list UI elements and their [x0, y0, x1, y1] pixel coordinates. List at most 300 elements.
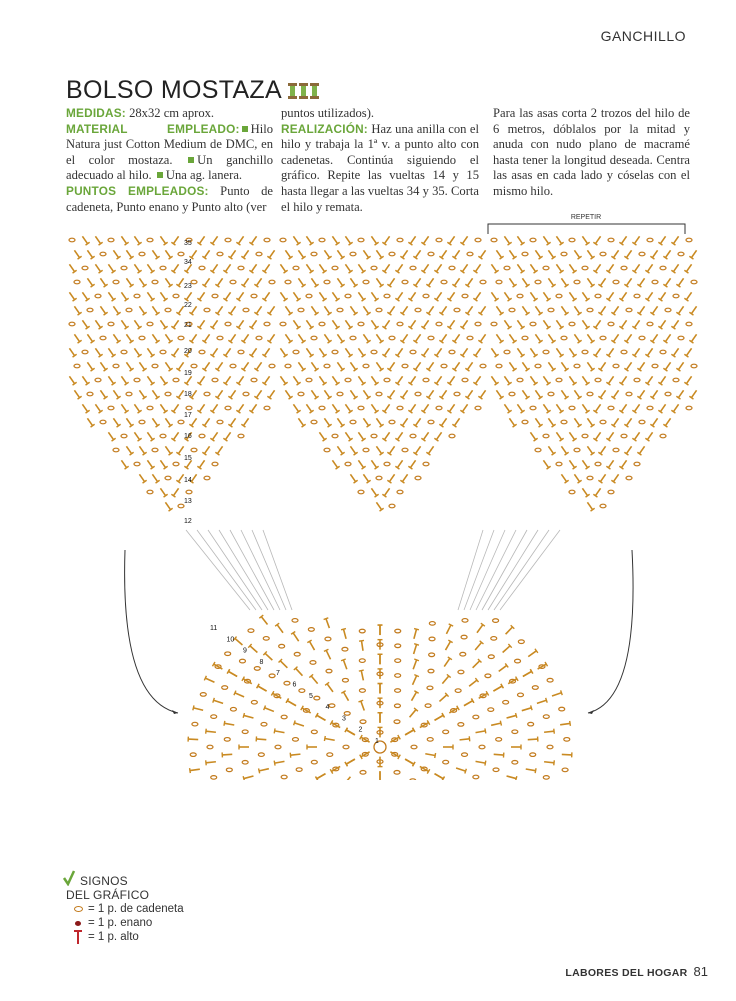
double-crochet-mark	[561, 446, 566, 453]
chain-stitch-mark	[134, 378, 140, 382]
chain-stitch-mark	[496, 280, 502, 284]
double-crochet-mark	[371, 460, 376, 467]
double-crochet-mark	[319, 348, 324, 355]
double-crochet-mark	[414, 644, 417, 654]
chain-stitch-mark	[165, 476, 171, 480]
chain-stitch-mark	[436, 406, 442, 410]
chain-stitch-mark	[371, 266, 377, 270]
double-crochet-mark	[243, 418, 248, 425]
chain-stitch-mark	[462, 378, 468, 382]
chain-stitch-mark	[319, 238, 325, 242]
chain-stitch-mark	[522, 252, 528, 256]
double-crochet-mark	[238, 404, 243, 411]
double-crochet-mark	[389, 362, 394, 369]
chain-stitch-mark	[191, 364, 197, 368]
double-crochet-mark	[410, 236, 415, 243]
row-number-label: 14	[184, 477, 192, 484]
double-crochet-mark	[350, 446, 355, 453]
double-crochet-mark	[296, 668, 303, 675]
double-crochet-mark	[225, 432, 230, 439]
double-crochet-mark	[569, 264, 574, 271]
double-crochet-mark	[317, 774, 326, 779]
chain-stitch-mark	[371, 350, 377, 354]
double-crochet-mark	[517, 264, 522, 271]
double-crochet-mark	[469, 736, 470, 741]
chain-stitch-mark	[275, 745, 281, 749]
row-number-label: 9	[243, 647, 247, 655]
double-crochet-mark	[152, 474, 157, 481]
double-crochet-mark	[587, 502, 592, 509]
double-crochet-mark	[582, 320, 587, 327]
double-crochet-mark	[217, 362, 222, 369]
double-crochet-mark	[165, 334, 170, 341]
chain-stitch-mark	[518, 640, 524, 644]
double-crochet-mark	[74, 250, 79, 257]
double-crochet-mark	[480, 390, 485, 397]
chain-stitch-mark	[634, 462, 640, 466]
double-crochet-mark	[639, 278, 644, 285]
chain-stitch-mark	[126, 308, 132, 312]
chain-stitch-mark	[296, 768, 302, 772]
double-crochet-mark	[665, 250, 670, 257]
row-number-label: 21	[184, 322, 192, 329]
chain-stitch-mark	[82, 266, 88, 270]
chain-stitch-mark	[242, 760, 248, 764]
chain-stitch-mark	[639, 336, 645, 340]
double-crochet-mark	[345, 320, 350, 327]
double-crochet-mark	[691, 250, 696, 257]
chain-stitch-mark	[475, 238, 481, 242]
chain-stitch-mark	[410, 434, 416, 438]
double-crochet-mark	[108, 348, 113, 355]
chain-stitch-mark	[134, 294, 140, 298]
double-crochet-mark	[139, 446, 144, 453]
chain-stitch-mark	[343, 745, 349, 749]
puntos-continued: puntos utilizados).	[281, 106, 375, 120]
double-crochet-mark	[160, 320, 165, 327]
chain-stitch-mark	[363, 448, 369, 452]
double-crochet-mark	[660, 292, 665, 299]
chain-stitch-mark	[204, 392, 210, 396]
double-crochet-mark	[178, 474, 183, 481]
double-crochet-mark	[491, 292, 496, 299]
chain-stitch-mark	[543, 434, 549, 438]
double-crochet-mark	[504, 236, 509, 243]
double-crochet-mark	[526, 769, 536, 771]
double-crochet-mark	[414, 675, 419, 677]
chain-stitch-mark	[634, 378, 640, 382]
double-crochet-mark	[337, 418, 342, 425]
double-crochet-mark	[561, 278, 566, 285]
double-crochet-mark	[363, 474, 368, 481]
chain-stitch-mark	[298, 392, 304, 396]
chain-stitch-mark	[263, 637, 269, 641]
chain-stitch-mark	[496, 738, 502, 742]
double-crochet-mark	[561, 690, 563, 695]
row-number-label: 20	[184, 348, 192, 355]
chain-stitch-mark	[384, 294, 390, 298]
double-crochet-mark	[449, 236, 454, 243]
chain-stitch-mark	[230, 280, 236, 284]
chain-stitch-mark	[199, 350, 205, 354]
chain-stitch-mark	[556, 378, 562, 382]
double-crochet-mark	[608, 348, 613, 355]
chain-stitch-mark	[587, 476, 593, 480]
double-crochet-mark	[535, 250, 540, 257]
double-crochet-mark	[574, 390, 579, 397]
double-crochet-mark	[222, 754, 232, 755]
chain-stitch-mark	[491, 238, 497, 242]
chain-stitch-mark	[402, 364, 408, 368]
double-crochet-mark	[256, 390, 261, 397]
double-crochet-mark	[217, 278, 222, 285]
double-crochet-mark	[244, 715, 254, 718]
double-crochet-mark	[552, 693, 561, 696]
double-crochet-mark	[173, 320, 178, 327]
double-crochet-mark	[235, 693, 244, 697]
chain-stitch-mark	[587, 392, 593, 396]
double-crochet-mark	[341, 659, 346, 661]
double-crochet-mark	[160, 376, 165, 383]
double-crochet-mark	[556, 264, 561, 271]
chain-stitch-mark	[279, 644, 285, 648]
double-crochet-mark	[665, 418, 670, 425]
article-title: BOLSO MOSTAZA	[66, 76, 282, 104]
chain-stitch-mark	[428, 336, 434, 340]
double-crochet-mark	[152, 390, 157, 397]
chain-stitch-mark	[376, 476, 382, 480]
double-crochet-mark	[384, 236, 389, 243]
chain-stitch-mark	[600, 252, 606, 256]
chain-stitch-mark	[441, 364, 447, 368]
double-crochet-mark	[621, 404, 626, 411]
double-crochet-mark	[476, 761, 486, 763]
double-crochet-mark	[499, 665, 507, 671]
double-crochet-mark	[517, 404, 522, 411]
double-crochet-mark	[535, 306, 540, 313]
double-crochet-mark	[256, 278, 261, 285]
double-crochet-mark	[82, 376, 87, 383]
chain-stitch-mark	[311, 420, 317, 424]
magazine-name: LABORES DEL HOGAR	[565, 967, 688, 979]
double-crochet-mark	[82, 404, 87, 411]
double-crochet-mark	[82, 320, 87, 327]
double-crochet-mark	[152, 334, 157, 341]
double-crochet-mark	[389, 474, 394, 481]
chain-stitch-mark	[121, 434, 127, 438]
chain-stitch-mark	[371, 434, 377, 438]
chain-stitch-mark	[225, 652, 231, 656]
chain-stitch-mark	[574, 448, 580, 452]
chain-stitch-mark	[397, 406, 403, 410]
chain-stitch-mark	[613, 364, 619, 368]
double-crochet-mark	[327, 684, 333, 692]
crochet-chart	[0, 200, 736, 780]
double-crochet-mark	[274, 728, 275, 733]
chain-stitch-mark	[147, 322, 153, 326]
chain-stitch-mark	[394, 771, 400, 775]
double-crochet-mark	[259, 769, 269, 771]
chain-stitch-mark	[152, 280, 158, 284]
double-crochet-mark	[414, 629, 419, 630]
chain-stitch-mark	[310, 661, 316, 665]
double-crochet-mark	[324, 618, 329, 620]
chain-stitch-mark	[559, 707, 565, 711]
chain-stitch-mark	[561, 420, 567, 424]
double-crochet-mark	[230, 306, 235, 313]
chain-stitch-mark	[178, 420, 184, 424]
chain-stitch-mark	[376, 392, 382, 396]
double-crochet-mark	[587, 362, 592, 369]
chain-stitch-mark	[358, 406, 364, 410]
double-crochet-mark	[504, 376, 509, 383]
chain-stitch-mark	[427, 738, 433, 742]
chain-stitch-mark	[292, 738, 298, 742]
chain-stitch-mark	[242, 730, 248, 734]
chain-stitch-mark	[217, 336, 223, 340]
double-crochet-mark	[358, 460, 363, 467]
chain-stitch-mark	[204, 308, 210, 312]
double-crochet-mark	[535, 768, 536, 773]
chain-stitch-mark	[285, 280, 291, 284]
double-crochet-mark	[428, 278, 433, 285]
double-crochet-mark	[294, 723, 304, 726]
double-crochet-mark	[415, 418, 420, 425]
chain-stitch-mark	[311, 252, 317, 256]
chain-stitch-mark	[512, 730, 518, 734]
double-crochet-mark	[134, 432, 139, 439]
double-crochet-mark	[350, 390, 355, 397]
double-crochet-mark	[441, 390, 446, 397]
chain-stitch-mark	[522, 420, 528, 424]
double-crochet-mark	[165, 418, 170, 425]
double-crochet-mark	[522, 390, 527, 397]
double-crochet-mark	[543, 292, 548, 299]
double-crochet-mark	[147, 264, 152, 271]
row-number-label: 8	[259, 658, 264, 666]
double-crochet-mark	[410, 710, 416, 718]
double-crochet-mark	[113, 418, 118, 425]
chain-stitch-mark	[327, 753, 333, 757]
chain-stitch-mark	[207, 745, 213, 749]
chain-stitch-mark	[319, 406, 325, 410]
double-crochet-mark	[191, 306, 196, 313]
double-crochet-mark	[256, 306, 261, 313]
double-crochet-mark	[410, 404, 415, 411]
chain-stitch-mark	[389, 252, 395, 256]
double-crochet-mark	[69, 292, 74, 299]
double-crochet-mark	[256, 362, 261, 369]
chain-stitch-mark	[621, 266, 627, 270]
chain-stitch-mark	[222, 686, 228, 690]
double-crochet-mark	[647, 348, 652, 355]
chain-stitch-mark	[449, 350, 455, 354]
chain-stitch-mark	[230, 364, 236, 368]
double-crochet-mark	[306, 320, 311, 327]
chain-stitch-mark	[530, 238, 536, 242]
chain-stitch-mark	[74, 364, 80, 368]
double-crochet-mark	[414, 659, 419, 661]
chain-stitch-mark	[292, 619, 298, 623]
double-crochet-mark	[95, 264, 100, 271]
chain-stitch-mark	[243, 392, 249, 396]
double-crochet-mark	[376, 418, 381, 425]
asas-text: Para las asas corta 2 trozos del hilo de 6 metros, dóblalos por la mitad y anuda con nudo plano de macramé hasta tener la longitud deseada. Centra las asas en cada lado y cóselas con el mismo hilo.	[493, 106, 690, 198]
double-crochet-mark	[358, 264, 363, 271]
double-crochet-mark	[678, 306, 683, 313]
double-crochet-mark	[634, 432, 639, 439]
chain-stitch-mark	[665, 392, 671, 396]
chain-stitch-mark	[458, 670, 464, 674]
double-crochet-mark	[306, 236, 311, 243]
chain-stitch-mark	[595, 294, 601, 298]
double-crochet-mark	[384, 264, 389, 271]
connector-line	[208, 530, 262, 610]
chain-stitch-mark	[574, 364, 580, 368]
chain-stitch-mark	[608, 238, 614, 242]
double-crochet-mark	[647, 376, 652, 383]
chain-stitch-mark	[458, 723, 464, 727]
double-crochet-mark	[543, 376, 548, 383]
connector-line	[470, 530, 505, 610]
double-crochet-mark	[402, 306, 407, 313]
double-crochet-mark	[319, 376, 324, 383]
double-crochet-mark	[397, 376, 402, 383]
double-crochet-mark	[69, 348, 74, 355]
chain-stitch-mark	[600, 336, 606, 340]
double-crochet-mark	[293, 292, 298, 299]
chain-stitch-mark	[152, 448, 158, 452]
double-crochet-mark	[204, 418, 209, 425]
double-crochet-mark	[213, 698, 215, 703]
chain-stitch-mark	[113, 280, 119, 284]
double-crochet-mark	[287, 701, 296, 706]
chain-stitch-mark	[504, 350, 510, 354]
double-crochet-mark	[243, 278, 248, 285]
double-crochet-mark	[337, 250, 342, 257]
double-crochet-mark	[160, 404, 165, 411]
double-crochet-mark	[439, 695, 446, 702]
double-crochet-mark	[574, 250, 579, 257]
chain-stitch-mark	[600, 504, 606, 508]
double-crochet-mark	[337, 362, 342, 369]
double-crochet-mark	[673, 348, 678, 355]
double-crochet-mark	[500, 721, 501, 726]
chain-stitch-mark	[652, 280, 658, 284]
chain-stitch-mark	[211, 715, 217, 719]
double-crochet-mark	[311, 676, 317, 684]
double-crochet-mark	[436, 348, 441, 355]
double-crochet-mark	[204, 362, 209, 369]
double-crochet-mark	[686, 376, 691, 383]
chain-stitch-mark	[673, 294, 679, 298]
double-crochet-mark	[361, 671, 363, 681]
double-crochet-mark	[556, 236, 561, 243]
double-crochet-mark	[160, 460, 165, 467]
chain-stitch-mark	[280, 322, 286, 326]
chain-stitch-mark	[360, 720, 366, 724]
double-crochet-mark	[548, 250, 553, 257]
double-crochet-mark	[673, 404, 678, 411]
double-crochet-mark	[275, 761, 285, 763]
chain-stitch-mark	[95, 294, 101, 298]
double-crochet-mark	[173, 432, 178, 439]
double-crochet-mark	[543, 236, 548, 243]
double-crochet-mark	[363, 250, 368, 257]
row-number-label: 5	[309, 692, 313, 700]
double-crochet-mark	[509, 334, 514, 341]
chain-stitch-mark	[264, 238, 270, 242]
row-number-label: 13	[184, 498, 192, 505]
chain-stitch-mark	[673, 378, 679, 382]
legend-label: = 1 p. enano	[88, 917, 153, 929]
chain-stitch-mark	[652, 364, 658, 368]
double-crochet-mark	[561, 362, 566, 369]
double-crochet-mark	[626, 334, 631, 341]
double-crochet-mark	[199, 404, 204, 411]
double-crochet-mark	[235, 638, 243, 645]
chain-stitch-mark	[561, 252, 567, 256]
double-crochet-mark	[423, 404, 428, 411]
chain-stitch-mark	[411, 745, 417, 749]
double-crochet-mark	[428, 390, 433, 397]
double-crochet-mark	[376, 250, 381, 257]
double-crochet-mark	[217, 446, 222, 453]
double-crochet-mark	[139, 474, 144, 481]
chain-stitch-mark	[199, 434, 205, 438]
double-crochet-mark	[277, 625, 283, 633]
chain-stitch-mark	[561, 336, 567, 340]
double-crochet-mark	[165, 278, 170, 285]
puntos-text: Punto de cadeneta, Punto enano y Punto alto (ver	[66, 183, 273, 214]
double-crochet-mark	[660, 320, 665, 327]
double-crochet-mark	[134, 348, 139, 355]
double-crochet-mark	[413, 676, 417, 685]
double-crochet-mark	[582, 460, 587, 467]
double-crochet-mark	[121, 404, 126, 411]
chain-stitch-mark	[243, 308, 249, 312]
double-crochet-mark	[264, 705, 266, 710]
chain-stitch-mark	[332, 266, 338, 270]
chain-stitch-mark	[293, 266, 299, 270]
chain-stitch-mark	[384, 378, 390, 382]
chain-stitch-mark	[389, 336, 395, 340]
double-crochet-mark	[190, 768, 191, 773]
double-crochet-mark	[345, 432, 350, 439]
chain-stitch-mark	[429, 637, 435, 641]
double-crochet-mark	[285, 390, 290, 397]
double-crochet-mark	[485, 728, 486, 733]
double-crochet-mark	[428, 446, 433, 453]
double-crochet-mark	[556, 348, 561, 355]
double-crochet-mark	[600, 446, 605, 453]
chain-stitch-mark	[647, 322, 653, 326]
double-crochet-mark	[363, 418, 368, 425]
material-needle: Una ag. lanera.	[165, 168, 243, 183]
realizacion-text: Haz una anilla con el hilo y trabaja la 1ª v. a punto alto con cadenetas. Continúa siguiendo el gráfico. Repite las vueltas 14 y 15 hasta llegar a las vueltas 34 y 35. Corta el hilo y remata.	[281, 121, 479, 214]
double-crochet-mark	[389, 278, 394, 285]
double-crochet-mark	[441, 250, 446, 257]
chain-stitch-mark	[660, 434, 666, 438]
chain-stitch-mark	[556, 462, 562, 466]
chain-stitch-icon	[74, 906, 83, 912]
chain-stitch-mark	[87, 392, 93, 396]
double-crochet-mark	[425, 754, 435, 756]
double-crochet-mark	[82, 292, 87, 299]
double-crochet-mark	[428, 306, 433, 313]
double-crochet-mark	[191, 474, 196, 481]
chain-stitch-mark	[485, 674, 491, 678]
